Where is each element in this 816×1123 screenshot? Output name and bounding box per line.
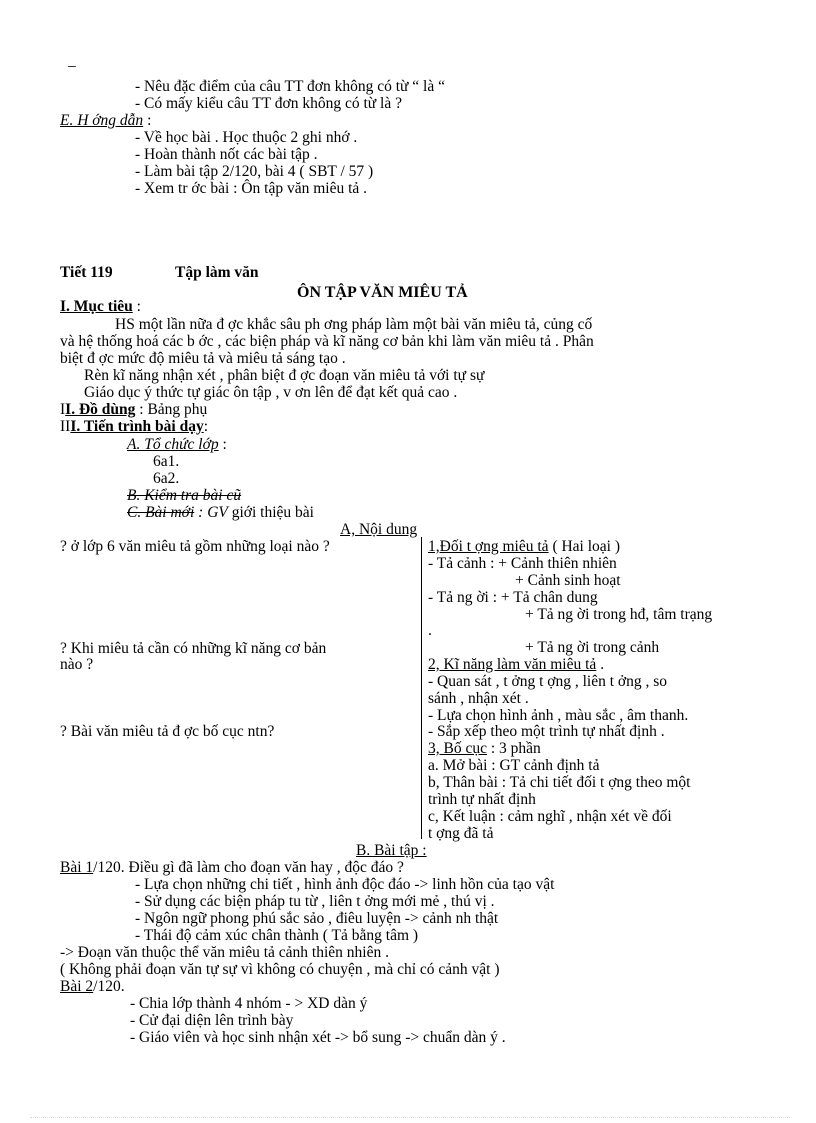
section-e-colon: : <box>143 112 152 129</box>
section-i-heading <box>60 298 141 315</box>
section-ii-rest: : Bảng phụ <box>135 401 208 418</box>
exercise-1-item-2: - Sử dụng các biện pháp tu từ , liên t ởng mới mẻ , thú vị . <box>135 893 495 910</box>
section-ii-heading <box>60 401 207 418</box>
exercise-heading: B. Bài tập : <box>356 842 427 859</box>
review-question-1: - Nêu đặc điểm của câu TT đơn không có từ “ là “ <box>135 78 445 95</box>
right-item-3-heading <box>428 740 541 757</box>
right-item-2-label: 2, Kĩ năng làm văn miêu tả <box>428 656 597 673</box>
exercise-1-item-3: - Ngôn ngữ phong phú sắc sảo , điêu luyện -> cảnh nh thật <box>135 910 499 927</box>
objective-line-4: Rèn kĩ năng nhận xét , phân biệt đ ợc đoạn văn miêu tả với tự sự <box>84 367 485 384</box>
right-item-3-line-1: a. Mở bài : GT cảnh định tả <box>428 757 600 774</box>
exercise-1-heading <box>60 859 404 876</box>
right-item-2-line-1: - Quan sát , t ởng t ợng , liên t ởng , so <box>428 673 667 690</box>
section-iii-colon: : <box>203 418 209 435</box>
right-item-2-line-4: - Sắp xếp theo một trình tự nhất định . <box>428 723 665 740</box>
section-e-label: E. H ớng dẫn <box>60 112 144 129</box>
right-item-2-rest: . <box>596 656 605 673</box>
step-a-heading <box>127 436 227 453</box>
left-question-2: ? Khi miêu tả cần có những kĩ năng cơ bản <box>60 640 327 657</box>
right-item-1-line-1: - Tả cảnh : + Cảnh thiên nhiên <box>428 555 617 572</box>
exercise-2-item-1: - Chia lớp thành 4 nhóm - > XD dàn ý <box>130 995 368 1012</box>
right-item-1-label: 1,Đối t ợng miêu tả <box>428 538 549 555</box>
right-item-3-line-3: trình tự nhất định <box>428 791 536 808</box>
exercise-2-item-2: - Cử đại diện lên trình bày <box>130 1012 294 1029</box>
objective-line-3: biệt đ ợc mức độ miêu tả và miêu tả sáng tạo . <box>60 350 346 367</box>
exercise-1-note: ( Không phải đoạn văn tự sự vì không có chuyện , mà chỉ có cảnh vật ) <box>60 961 500 978</box>
review-question-2: - Có mấy kiểu câu TT đơn không có từ là ? <box>135 95 402 112</box>
page-bottom-border <box>30 1117 790 1118</box>
step-c-label: C. Bài mới <box>127 504 195 521</box>
right-item-2-heading <box>428 656 604 673</box>
top-dash: _ <box>68 52 76 69</box>
exercise-1-conclusion: -> Đoạn văn thuộc thể văn miêu tả cảnh thiên nhiên . <box>60 944 389 961</box>
homework-item-1: - Về học bài . Học thuộc 2 ghi nhớ . <box>135 129 358 146</box>
right-item-3-label: 3, Bố cục <box>428 740 487 757</box>
right-item-1-rest: ( Hai loại ) <box>548 538 621 555</box>
right-item-1-line-2: + Cảnh sinh hoạt <box>515 572 621 589</box>
step-a-colon: : <box>218 436 227 453</box>
left-question-1: ? ở lớp 6 văn miêu tả gồm những loại nào ? <box>60 538 330 555</box>
section-ii-prefix: I <box>60 401 66 418</box>
exercise-1-item-4: - Thái độ cảm xúc chân thành ( Tả bằng tâm ) <box>135 927 419 944</box>
section-ii-label: I. Đồ dùng <box>65 401 136 418</box>
right-item-1-heading <box>428 538 620 555</box>
exercise-2-label: Bài 2 <box>60 978 94 995</box>
step-c-heading <box>127 504 314 521</box>
right-item-3-line-4: c, Kết luận : cảm nghĩ , nhận xét về đối <box>428 808 672 825</box>
exercise-2-heading <box>60 978 125 995</box>
step-c-rest: giới thiệu bài <box>227 504 314 521</box>
content-heading: A, Nội dung <box>340 521 418 538</box>
left-question-3: ? Bài văn miêu tả đ ợc bố cục ntn? <box>60 723 275 740</box>
lesson-number: Tiết 119 <box>60 264 113 281</box>
section-iii-heading <box>60 418 208 435</box>
step-c-gv: GV <box>207 504 228 521</box>
section-i-label: I. Mục tiêu <box>60 298 133 315</box>
exercise-1-item-1: - Lựa chọn những chi tiết , hình ảnh độc đáo -> linh hồn của tạo vật <box>135 876 555 893</box>
step-b-label: B. Kiểm tra bài cũ <box>127 487 242 504</box>
objective-line-1: HS một lần nữa đ ợc khắc sâu ph ơng pháp làm một bài văn miêu tả, củng cố <box>115 316 593 333</box>
lesson-subject: Tập làm văn <box>175 264 259 281</box>
section-iii-prefix: II <box>60 418 71 435</box>
objective-line-5: Giáo dục ý thức tự giác ôn tập , v ơn lên để đạt kết quả cao . <box>84 384 458 401</box>
right-item-1-line-5: . <box>428 622 432 639</box>
lesson-title: ÔN TẬP VĂN MIÊU TẢ <box>297 284 468 301</box>
exercise-2-text: /120. <box>93 978 125 995</box>
objective-line-2: và hệ thống hoá các b ớc , các biện pháp và kĩ năng cơ bản khi làm văn miêu tả . Phân <box>60 333 594 350</box>
right-item-2-line-2: sánh , nhận xét . <box>428 690 529 707</box>
right-item-1-line-4: + Tả ng ời trong hđ, tâm trạng <box>525 606 713 623</box>
right-item-1-line-6: + Tả ng ời trong cảnh <box>525 639 660 656</box>
section-i-colon: : <box>132 298 141 315</box>
right-item-1-line-3: - Tả ng ời : + Tả chân dung <box>428 589 598 606</box>
column-divider <box>421 537 422 839</box>
class-6a1: 6a1. <box>153 453 180 470</box>
right-item-3-rest: : 3 phần <box>486 740 541 757</box>
step-a-label: A. Tổ chức lớp <box>127 436 219 453</box>
right-item-3-line-5: t ợng đã tả <box>428 825 494 842</box>
exercise-2-item-3: - Giáo viên và học sinh nhận xét -> bổ sung -> chuẩn dàn ý . <box>130 1029 506 1046</box>
class-6a2: 6a2. <box>153 470 180 487</box>
homework-item-2: - Hoàn thành nốt các bài tập . <box>135 146 318 163</box>
exercise-1-text: /120. Điều gì đã làm cho đoạn văn hay , độc đáo ? <box>93 859 404 876</box>
right-item-2-line-3: - Lựa chọn hình ảnh , màu sắc , âm thanh. <box>428 707 689 724</box>
step-c-sep: : <box>194 504 208 521</box>
exercise-1-label: Bài 1 <box>60 859 94 876</box>
right-item-3-line-2: b, Thân bài : Tả chi tiết đối t ợng theo một <box>428 774 691 791</box>
section-e-heading <box>60 112 151 129</box>
section-iii-label: I. Tiến trình bài dạy <box>70 418 204 435</box>
homework-item-4: - Xem tr ớc bài : Ôn tập văn miêu tả . <box>135 180 368 197</box>
left-question-2-cont: nào ? <box>60 656 94 673</box>
homework-item-3: - Làm bài tập 2/120, bài 4 ( SBT / 57 ) <box>135 163 374 180</box>
